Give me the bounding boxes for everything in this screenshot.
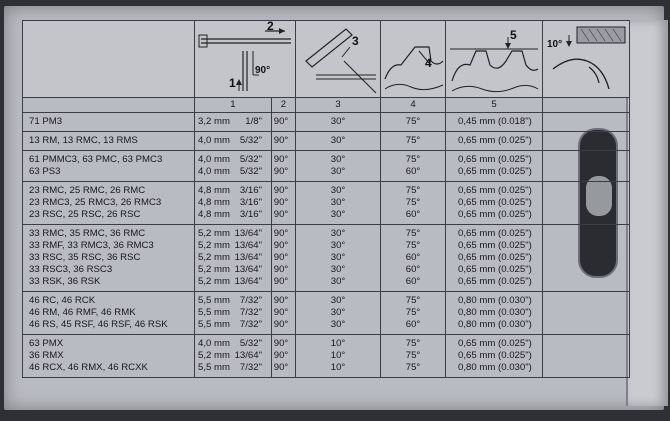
top-plate-diagram bbox=[381, 21, 445, 97]
callout-4: 4 bbox=[425, 56, 432, 70]
depth-gauge-mm: 0,65 mm bbox=[458, 209, 496, 220]
file-diameter-value bbox=[198, 264, 271, 276]
top-plate-angle-value: 75° bbox=[405, 338, 421, 349]
filing-angle-value: 30° bbox=[330, 197, 346, 208]
file-diameter-inch: 13/64" bbox=[234, 350, 262, 361]
top-plate-angle-value: 75° bbox=[405, 135, 421, 146]
filing-angle-value: 30° bbox=[330, 135, 346, 146]
top-plate-angle-value: 75° bbox=[405, 228, 421, 239]
depth-gauge-value bbox=[458, 350, 542, 362]
angle-90-label: 90° bbox=[255, 65, 271, 76]
file-diameter-mm: 5,5 mm bbox=[198, 362, 230, 373]
filing-angle-cell bbox=[296, 132, 381, 151]
file-diameter-cell bbox=[195, 151, 272, 182]
file-diameter-inch: 5/32" bbox=[239, 338, 262, 349]
file-angle-value: 90° bbox=[273, 307, 289, 318]
file-angle-cell bbox=[271, 292, 295, 335]
model-name: 46 RS, 45 RSF, 46 RSF, 46 RSK bbox=[29, 319, 168, 330]
model-name: 63 PMX bbox=[29, 338, 64, 349]
file-diameter-mm: 5,2 mm bbox=[198, 276, 230, 287]
file-diameter-value bbox=[198, 295, 271, 307]
file-diameter-value bbox=[198, 166, 271, 178]
depth-gauge-inch: (0.025") bbox=[498, 209, 532, 220]
table-row bbox=[23, 335, 630, 378]
file-diameter-mm: 5,2 mm bbox=[198, 264, 230, 275]
depth-gauge-inch: (0.025") bbox=[498, 197, 532, 208]
header-file-diagram bbox=[195, 21, 296, 98]
file-diameter-mm: 5,5 mm bbox=[198, 295, 230, 306]
model-name: 33 RSK, 36 RSK bbox=[29, 276, 101, 287]
file-diameter-value bbox=[198, 135, 271, 147]
file-diameter-cell bbox=[195, 225, 272, 292]
file-diameter-inch: 3/16" bbox=[239, 209, 262, 220]
filing-angle-value: 10° bbox=[330, 362, 346, 373]
file-diameter-value bbox=[198, 240, 271, 252]
filing-angle-cell bbox=[296, 182, 381, 225]
file-diameter-inch: 7/32" bbox=[239, 307, 262, 318]
depth-gauge-mm: 0,65 mm bbox=[458, 135, 496, 146]
depth-gauge-inch: (0.030") bbox=[498, 362, 532, 373]
model-name: 23 RMC3, 25 RMC3, 26 RMC3 bbox=[29, 197, 162, 208]
model-name: 71 PM3 bbox=[29, 116, 63, 127]
depth-gauge-mm: 0,65 mm bbox=[458, 166, 496, 177]
depth-gauge-inch: (0.018") bbox=[498, 116, 532, 127]
filing-angle-value: 30° bbox=[330, 116, 346, 127]
model-name: 61 PMMC3, 63 PMC, 63 PMC3 bbox=[29, 154, 163, 165]
depth-gauge-mm: 0,65 mm bbox=[458, 252, 496, 263]
file-angle-cell bbox=[271, 335, 295, 378]
file-diameter-cell bbox=[195, 335, 272, 378]
depth-gauge-value bbox=[458, 197, 542, 209]
depth-gauge-mm: 0,65 mm bbox=[458, 197, 496, 208]
depth-gauge-mm: 0,65 mm bbox=[458, 185, 496, 196]
depth-gauge-value bbox=[458, 154, 542, 166]
depth-gauge-value bbox=[458, 319, 542, 331]
empty-cell bbox=[543, 182, 630, 225]
model-name: 23 RMC, 25 RMC, 26 RMC bbox=[29, 185, 146, 196]
depth-gauge-mm: 0,65 mm bbox=[458, 228, 496, 239]
file-angle-value: 90° bbox=[273, 166, 289, 177]
depth-gauge-mm: 0,45 mm bbox=[458, 116, 496, 127]
depth-gauge-inch: (0.025") bbox=[498, 338, 532, 349]
column-number-row bbox=[23, 98, 630, 113]
depth-gauge-mm: 0,65 mm bbox=[458, 276, 496, 287]
file-angle-value: 90° bbox=[273, 197, 289, 208]
models-cell bbox=[23, 113, 195, 132]
file-diameter-inch: 5/32" bbox=[239, 154, 262, 165]
file-diameter-inch: 7/32" bbox=[239, 319, 262, 330]
file-angle-cell bbox=[271, 182, 295, 225]
filing-angle-cell bbox=[296, 225, 381, 292]
top-plate-angle-value: 60° bbox=[405, 209, 421, 220]
top-plate-angle-value: 75° bbox=[405, 362, 421, 373]
top-plate-angle-value: 60° bbox=[405, 264, 421, 275]
table-row bbox=[23, 292, 630, 335]
file-diameter-mm: 5,2 mm bbox=[198, 350, 230, 361]
file-angle-value: 90° bbox=[273, 338, 289, 349]
depth-gauge-value bbox=[458, 116, 542, 128]
depth-gauge-mm: 0,65 mm bbox=[458, 264, 496, 275]
empty-cell bbox=[543, 292, 630, 335]
top-plate-angle-value: 75° bbox=[405, 154, 421, 165]
models-cell bbox=[23, 292, 195, 335]
file-diameter-mm: 5,2 mm bbox=[198, 252, 230, 263]
depth-gauge-value bbox=[458, 264, 542, 276]
file-angle-value: 90° bbox=[273, 209, 289, 220]
model-name: 33 RSC3, 36 RSC3 bbox=[29, 264, 113, 275]
file-diameter-value bbox=[198, 252, 271, 264]
top-plate-angle-value: 75° bbox=[405, 307, 421, 318]
depth-gauge-inch: (0.025") bbox=[498, 154, 532, 165]
file-diameter-inch: 5/32" bbox=[239, 166, 262, 177]
cutter-angle-diagram bbox=[543, 21, 629, 97]
depth-gauge-value bbox=[458, 209, 542, 221]
file-diameter-inch: 13/64" bbox=[234, 228, 262, 239]
file-angle-value: 90° bbox=[273, 185, 289, 196]
column-number-4: 4 bbox=[381, 98, 446, 113]
file-angle-value: 90° bbox=[273, 350, 289, 361]
table-row bbox=[23, 113, 630, 132]
file-diameter-mm: 5,5 mm bbox=[198, 319, 230, 330]
model-name: 23 RSC, 25 RSC, 26 RSC bbox=[29, 209, 141, 220]
top-plate-angle-value: 60° bbox=[405, 166, 421, 177]
depth-gauge-cell bbox=[446, 182, 543, 225]
column-number-5: 5 bbox=[446, 98, 543, 113]
file-diameter-value bbox=[198, 116, 271, 128]
model-name: 33 RMC, 35 RMC, 36 RMC bbox=[29, 228, 146, 239]
top-plate-angle-cell bbox=[381, 292, 446, 335]
filing-angle-value: 30° bbox=[330, 252, 346, 263]
depth-gauge-inch: (0.025") bbox=[498, 166, 532, 177]
depth-gauge-inch: (0.025") bbox=[498, 135, 532, 146]
depth-gauge-value bbox=[458, 295, 542, 307]
file-diameter-cell bbox=[195, 182, 272, 225]
file-diameter-value bbox=[198, 209, 271, 221]
column-number-empty bbox=[23, 98, 195, 113]
file-angle-value: 90° bbox=[273, 252, 289, 263]
filing-angle-value: 30° bbox=[330, 228, 346, 239]
file-diameter-value bbox=[198, 362, 271, 374]
file-diameter-mm: 4,0 mm bbox=[198, 154, 230, 165]
file-diameter-value bbox=[198, 228, 271, 240]
filing-angle-value: 30° bbox=[330, 307, 346, 318]
package-tab bbox=[626, 20, 668, 406]
file-angle-value: 90° bbox=[273, 228, 289, 239]
filing-angle-cell bbox=[296, 335, 381, 378]
models-cell bbox=[23, 182, 195, 225]
model-name: 46 RM, 46 RMF, 46 RMK bbox=[29, 307, 136, 318]
file-diameter-inch: 1/8" bbox=[245, 116, 262, 127]
depth-gauge-value bbox=[458, 252, 542, 264]
depth-gauge-inch: (0.025") bbox=[498, 240, 532, 251]
file-diameter-mm: 5,2 mm bbox=[198, 228, 230, 239]
depth-gauge-value bbox=[458, 338, 542, 350]
models-cell bbox=[23, 132, 195, 151]
file-diameter-inch: 13/64" bbox=[234, 240, 262, 251]
filing-angle-value: 30° bbox=[330, 185, 346, 196]
depth-gauge-inch: (0.030") bbox=[498, 319, 532, 330]
file-diameter-value bbox=[198, 307, 271, 319]
file-diameter-value bbox=[198, 154, 271, 166]
file-diameter-mm: 4,8 mm bbox=[198, 185, 230, 196]
depth-gauge-value bbox=[458, 362, 542, 374]
filing-angle-value: 30° bbox=[330, 166, 346, 177]
file-diameter-value bbox=[198, 319, 271, 331]
file-angle-value: 90° bbox=[273, 264, 289, 275]
filing-angle-value: 30° bbox=[330, 276, 346, 287]
top-plate-angle-cell bbox=[381, 335, 446, 378]
empty-cell bbox=[543, 132, 630, 151]
file-angle-cell bbox=[271, 113, 295, 132]
file-diameter-inch: 7/32" bbox=[239, 362, 262, 373]
empty-cell bbox=[543, 335, 630, 378]
table-row bbox=[23, 151, 630, 182]
top-plate-angle-value: 75° bbox=[405, 185, 421, 196]
file-angle-value: 90° bbox=[273, 135, 289, 146]
file-angle-value: 90° bbox=[273, 362, 289, 373]
file-diameter-mm: 4,8 mm bbox=[198, 197, 230, 208]
top-plate-angle-value: 75° bbox=[405, 350, 421, 361]
callout-1: 1 bbox=[229, 76, 236, 90]
top-plate-angle-value: 60° bbox=[405, 319, 421, 330]
file-diameter-mm: 4,0 mm bbox=[198, 135, 230, 146]
header-cutter-angle-diagram bbox=[543, 21, 630, 98]
file-diameter-mm: 5,2 mm bbox=[198, 240, 230, 251]
column-number-2: 2 bbox=[271, 98, 295, 113]
empty-cell bbox=[543, 113, 630, 132]
top-plate-angle-value: 75° bbox=[405, 240, 421, 251]
file-diameter-cell bbox=[195, 292, 272, 335]
file-diameter-value bbox=[198, 185, 271, 197]
top-plate-angle-cell bbox=[381, 182, 446, 225]
depth-gauge-cell bbox=[446, 225, 543, 292]
depth-gauge-inch: (0.025") bbox=[498, 276, 532, 287]
file-angle-cell bbox=[271, 151, 295, 182]
table-row bbox=[23, 132, 630, 151]
depth-gauge-inch: (0.025") bbox=[498, 228, 532, 239]
sharpening-spec-table bbox=[22, 20, 630, 378]
filing-angle-value: 30° bbox=[330, 154, 346, 165]
callout-2: 2 bbox=[267, 21, 274, 33]
model-name: 46 RCX, 46 RMX, 46 RCXK bbox=[29, 362, 148, 373]
file-diameter-value bbox=[198, 276, 271, 288]
file-angle-value: 90° bbox=[273, 154, 289, 165]
model-name: 63 PS3 bbox=[29, 166, 61, 177]
file-angle-value: 90° bbox=[273, 116, 289, 127]
file-angle-cell bbox=[271, 132, 295, 151]
file-diameter-mm: 4,0 mm bbox=[198, 166, 230, 177]
model-name: 13 RM, 13 RMC, 13 RMS bbox=[29, 135, 138, 146]
top-plate-angle-value: 60° bbox=[405, 276, 421, 287]
model-name: 33 RSC, 35 RSC, 36 RSC bbox=[29, 252, 141, 263]
depth-gauge-value bbox=[458, 228, 542, 240]
top-plate-angle-cell bbox=[381, 132, 446, 151]
file-diameter-value bbox=[198, 338, 271, 350]
callout-3: 3 bbox=[352, 34, 359, 48]
depth-gauge-inch: (0.030") bbox=[498, 295, 532, 306]
filing-angle-value: 30° bbox=[330, 209, 346, 220]
filing-angle-diagram bbox=[296, 21, 380, 97]
depth-gauge-inch: (0.025") bbox=[498, 252, 532, 263]
filing-angle-cell bbox=[296, 151, 381, 182]
model-name: 36 RMX bbox=[29, 350, 64, 361]
depth-gauge-inch: (0.030") bbox=[498, 307, 532, 318]
file-diameter-inch: 5/32" bbox=[239, 135, 262, 146]
depth-gauge-cell bbox=[446, 132, 543, 151]
header-filing-angle-diagram bbox=[296, 21, 381, 98]
empty-cell bbox=[543, 151, 630, 182]
file-diameter-inch: 3/16" bbox=[239, 185, 262, 196]
file-diameter-inch: 13/64" bbox=[234, 276, 262, 287]
top-plate-angle-value: 75° bbox=[405, 116, 421, 127]
depth-gauge-value bbox=[458, 135, 542, 147]
header-empty-cell bbox=[23, 21, 195, 98]
column-number-3: 3 bbox=[296, 98, 381, 113]
depth-gauge-mm: 0,80 mm bbox=[458, 362, 496, 373]
top-plate-angle-value: 60° bbox=[405, 252, 421, 263]
model-name: 46 RC, 46 RCK bbox=[29, 295, 96, 306]
top-plate-angle-cell bbox=[381, 225, 446, 292]
filing-angle-value: 30° bbox=[330, 264, 346, 275]
filing-angle-value: 30° bbox=[330, 295, 346, 306]
depth-gauge-value bbox=[458, 276, 542, 288]
depth-gauge-value bbox=[458, 185, 542, 197]
table-row bbox=[23, 182, 630, 225]
file-angle-value: 90° bbox=[273, 319, 289, 330]
file-diameter-inch: 7/32" bbox=[239, 295, 262, 306]
depth-gauge-mm: 0,65 mm bbox=[458, 350, 496, 361]
depth-gauge-mm: 0,80 mm bbox=[458, 319, 496, 330]
depth-gauge-mm: 0,65 mm bbox=[458, 338, 496, 349]
depth-gauge-mm: 0,65 mm bbox=[458, 154, 496, 165]
depth-gauge-mm: 0,80 mm bbox=[458, 295, 496, 306]
depth-gauge-cell bbox=[446, 151, 543, 182]
filing-angle-value: 10° bbox=[330, 338, 346, 349]
file-diameter-inch: 13/64" bbox=[234, 252, 262, 263]
file-diameter-cell bbox=[195, 132, 272, 151]
file-diameter-mm: 4,8 mm bbox=[198, 209, 230, 220]
filing-angle-cell bbox=[296, 292, 381, 335]
depth-gauge-mm: 0,80 mm bbox=[458, 307, 496, 318]
models-cell bbox=[23, 151, 195, 182]
file-diameter-inch: 13/64" bbox=[234, 264, 262, 275]
filing-angle-cell bbox=[296, 113, 381, 132]
spec-table-body bbox=[23, 113, 630, 378]
depth-gauge-value bbox=[458, 240, 542, 252]
file-angle-value: 90° bbox=[273, 240, 289, 251]
file-diameter-cell bbox=[195, 113, 272, 132]
depth-gauge-cell bbox=[446, 113, 543, 132]
filing-angle-value: 30° bbox=[330, 240, 346, 251]
file-diameter-mm: 5,5 mm bbox=[198, 307, 230, 318]
depth-gauge-cell bbox=[446, 335, 543, 378]
file-angle-value: 90° bbox=[273, 276, 289, 287]
file-diameter-value bbox=[198, 350, 271, 362]
depth-gauge-value bbox=[458, 307, 542, 319]
model-name: 33 RMF, 33 RMC3, 36 RMC3 bbox=[29, 240, 154, 251]
file-diameter-mm: 4,0 mm bbox=[198, 338, 230, 349]
column-number-1: 1 bbox=[195, 98, 272, 113]
top-plate-angle-cell bbox=[381, 151, 446, 182]
top-plate-angle-value: 75° bbox=[405, 295, 421, 306]
depth-gauge-cell bbox=[446, 292, 543, 335]
top-plate-angle-value: 75° bbox=[405, 197, 421, 208]
depth-gauge-diagram bbox=[446, 21, 542, 97]
file-position-diagram bbox=[195, 21, 295, 97]
filing-angle-value: 10° bbox=[330, 350, 346, 361]
callout-5: 5 bbox=[510, 28, 517, 42]
file-diameter-mm: 3,2 mm bbox=[198, 116, 230, 127]
file-diameter-inch: 3/16" bbox=[239, 197, 262, 208]
column-number-empty bbox=[543, 98, 630, 113]
models-cell bbox=[23, 335, 195, 378]
depth-gauge-inch: (0.025") bbox=[498, 185, 532, 196]
top-plate-angle-cell bbox=[381, 113, 446, 132]
angle-10-label: 10° bbox=[547, 39, 563, 50]
header-top-plate-diagram bbox=[381, 21, 446, 98]
filing-angle-value: 30° bbox=[330, 319, 346, 330]
file-diameter-value bbox=[198, 197, 271, 209]
empty-cell bbox=[543, 225, 630, 292]
depth-gauge-value bbox=[458, 166, 542, 178]
depth-gauge-inch: (0.025") bbox=[498, 350, 532, 361]
file-angle-cell bbox=[271, 225, 295, 292]
header-depth-gauge-diagram bbox=[446, 21, 543, 98]
depth-gauge-inch: (0.025") bbox=[498, 264, 532, 275]
depth-gauge-mm: 0,65 mm bbox=[458, 240, 496, 251]
models-cell bbox=[23, 225, 195, 292]
table-row bbox=[23, 225, 630, 292]
file-angle-value: 90° bbox=[273, 295, 289, 306]
